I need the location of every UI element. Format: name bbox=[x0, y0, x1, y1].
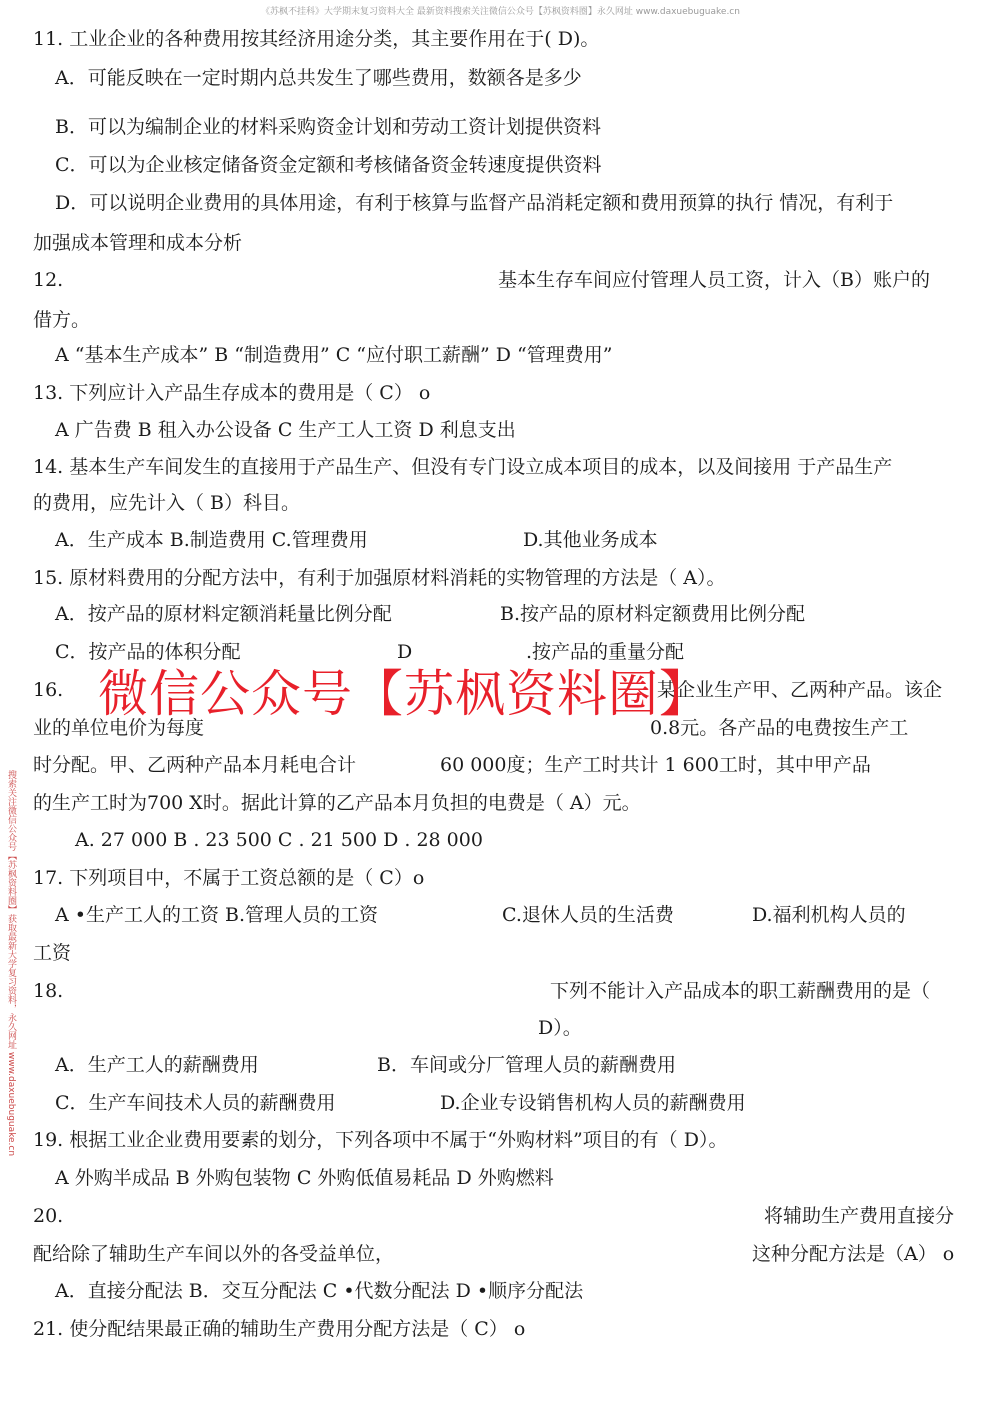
question-16-line2a: 业的单位电价为每度 bbox=[33, 717, 205, 739]
q14-option-d: D.其他业务成本 bbox=[523, 529, 658, 551]
q17-option-c: C.退休人员的生活费 bbox=[502, 904, 674, 926]
question-20-line2b: 这种分配方法是（A） o bbox=[752, 1243, 955, 1265]
wechat-watermark: 微信公众号【苏枫资料圈】 bbox=[98, 665, 710, 723]
question-15: 15. 原材料费用的分配方法中，有利于加强原材料消耗的实物管理的方法是（ A）。 bbox=[33, 567, 726, 589]
question-16-text: 某企业生产甲、乙两种产品。该企 bbox=[657, 679, 943, 701]
question-16-line4: 的生产工时为700 X时。据此计算的乙产品本月负担的电费是（ A）元。 bbox=[33, 792, 641, 814]
question-17: 17. 下列项目中，不属于工资总额的是（ C）o bbox=[33, 867, 425, 889]
question-14-cont: 的费用，应先计入（ B）科目。 bbox=[33, 492, 301, 514]
question-18-answer: D）。 bbox=[538, 1017, 582, 1039]
q18-option-b: B．车间或分厂管理人员的薪酬费用 bbox=[377, 1054, 676, 1076]
q15-option-a: A．按产品的原材料定额消耗量比例分配 bbox=[55, 603, 392, 625]
question-20-number: 20. bbox=[33, 1205, 64, 1227]
question-14: 14. 基本生产车间发生的直接用于产品生产、但没有专门设立成本项目的成本，以及间接用 于产品生产 bbox=[33, 456, 893, 478]
q18-option-a: A．生产工人的薪酬费用 bbox=[55, 1054, 259, 1076]
question-16-number: 16. bbox=[33, 679, 64, 701]
question-20-text: 将辅助生产费用直接分 bbox=[764, 1205, 955, 1227]
question-16-line3b: 60 000度；生产工时共计 1 600工时，其中甲产品 bbox=[440, 754, 871, 776]
q20-options: A．直接分配法 B．交互分配法 C •代数分配法 D •顺序分配法 bbox=[55, 1280, 584, 1302]
question-11: 11. 工业企业的各种费用按其经济用途分类，其主要作用在于( D)。 bbox=[33, 28, 600, 50]
q15-option-b: B.按产品的原材料定额费用比例分配 bbox=[500, 603, 806, 625]
question-18-number: 18. bbox=[33, 980, 64, 1002]
q19-options: A 外购半成品 B 外购包装物 C 外购低值易耗品 D 外购燃料 bbox=[55, 1167, 554, 1189]
question-18-text: 下列不能计入产品成本的职工薪酬费用的是（ bbox=[550, 980, 931, 1002]
q11-option-d-cont: 加强成本管理和成本分析 bbox=[33, 232, 243, 254]
q11-option-a: A．可能反映在一定时期内总共发生了哪些费用，数额各是多少 bbox=[55, 67, 582, 89]
page-header-banner: 《苏枫不挂科》大学期末复习资料大全 最新资料搜索关注微信公众号【苏枫资料圈】永久网址 www.daxuebuguake.cn bbox=[261, 7, 740, 17]
q14-options-abc: A．生产成本 B.制造费用 C.管理费用 bbox=[55, 529, 368, 551]
question-12-text: 基本生存车间应付管理人员工资，计入（B）账户的 bbox=[498, 269, 930, 291]
q17-option-d: D.福利机构人员的 bbox=[752, 904, 906, 926]
question-13: 13. 下列应计入产品生存成本的费用是（ C） o bbox=[33, 382, 431, 404]
q15-option-d-text: .按产品的重量分配 bbox=[526, 641, 685, 663]
q17-options-ab: A •生产工人的工资 B.管理人员的工资 bbox=[55, 904, 379, 926]
q11-option-d: D．可以说明企业费用的具体用途，有利于核算与监督产品消耗定额和费用预算的执行 情况，有利于 bbox=[55, 192, 894, 214]
q15-option-d-letter: D bbox=[397, 641, 413, 663]
side-promo-note: 搜索关注微信公众号【苏枫资料圈】获取最新大学复习资料，永久网址 www.daxuebuguake.cn bbox=[6, 770, 16, 1157]
q11-option-b: B．可以为编制企业的材料采购资金计划和劳动工资计划提供资料 bbox=[55, 116, 601, 138]
question-21: 21. 使分配结果最正确的辅助生产费用分配方法是（ C） o bbox=[33, 1318, 526, 1340]
q15-option-c: C．按产品的体积分配 bbox=[55, 641, 241, 663]
q18-option-c: C．生产车间技术人员的薪酬费用 bbox=[55, 1092, 336, 1114]
q13-options: A 广告费 B 租入办公设备 C 生产工人工资 D 利息支出 bbox=[55, 419, 516, 441]
question-16-line2b: 0.8元。各产品的电费按生产工 bbox=[650, 717, 909, 739]
q12-options: A “基本生产成本” B “制造费用” C “应付职工薪酬” D “管理费用” bbox=[55, 344, 613, 366]
question-20-line2a: 配给除了辅助生产车间以外的各受益单位， bbox=[33, 1243, 395, 1265]
q18-option-d: D.企业专设销售机构人员的薪酬费用 bbox=[440, 1092, 746, 1114]
q11-option-c: C．可以为企业核定储备资金定额和考核储备资金转速度提供资料 bbox=[55, 154, 602, 176]
q16-options: A. 27 000 B . 23 500 C . 21 500 D . 28 000 bbox=[75, 829, 483, 851]
question-16-line3a: 时分配。甲、乙两种产品本月耗电合计 bbox=[33, 754, 357, 776]
q17-option-d-cont: 工资 bbox=[33, 942, 72, 964]
question-19: 19. 根据工业企业费用要素的划分，下列各项中不属于“外购材料”项目的有（ D）。 bbox=[33, 1129, 728, 1151]
question-12-number: 12. bbox=[33, 269, 64, 291]
question-12-cont: 借方。 bbox=[33, 309, 91, 331]
